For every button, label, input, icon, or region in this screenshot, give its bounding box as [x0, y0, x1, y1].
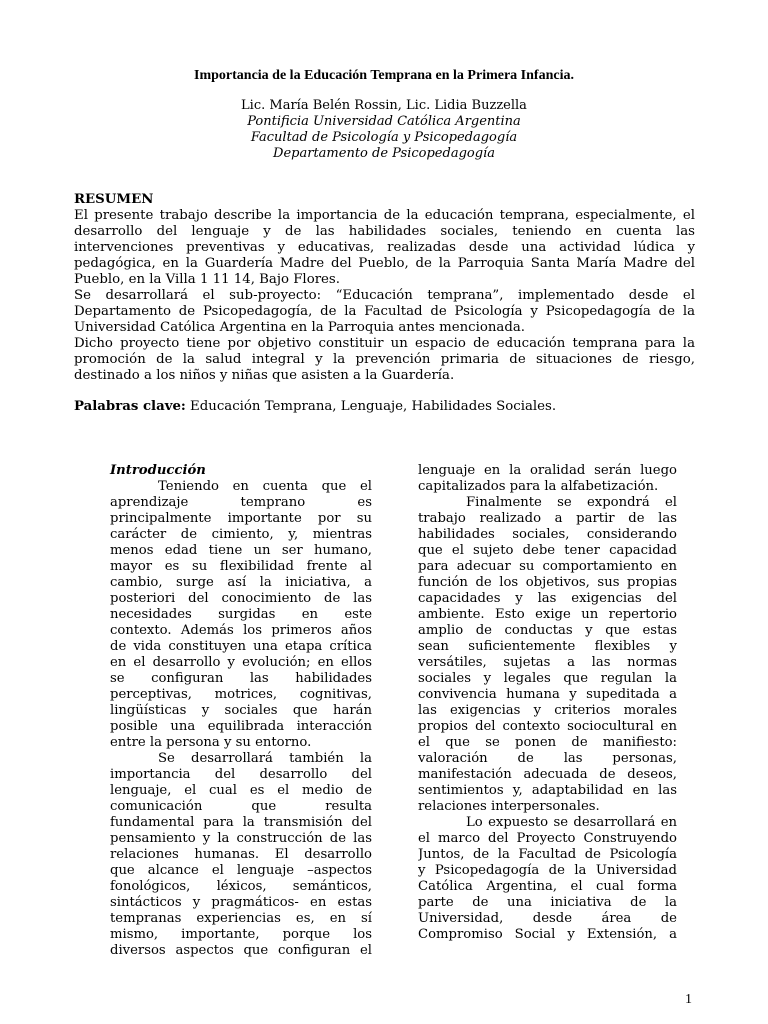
paragraph-line: y Psicopedagogía de la Universidad	[418, 863, 677, 878]
keywords-text: Educación Temprana, Lenguaje, Habilidades Sociales.	[185, 399, 557, 414]
paragraph-line: relaciones humanas. El desarrollo	[110, 847, 372, 862]
affiliation-university: Pontificia Universidad Católica Argentina	[247, 114, 521, 129]
authors: Lic. María Belén Rossin, Lic. Lidia Buzzella	[241, 98, 527, 113]
paragraph-line: capitalizados para la alfabetización.	[418, 479, 659, 494]
paragraph-line: Católica Argentina, el cual forma	[418, 879, 677, 894]
paragraph-line: lenguaje, el cual es el medio de	[110, 783, 372, 798]
paragraph-line: trabajo realizado a partir de las	[418, 511, 677, 526]
paragraph-line: tempranas experiencias es, en sí	[110, 911, 372, 926]
abstract-line: Departamento de Psicopedagogía, de la Facultad de Psicología y Psicopedagogía de la	[74, 304, 695, 319]
paragraph-line: convivencia humana y supeditada a	[418, 687, 677, 702]
paragraph-line: comunicación que resulta	[110, 799, 372, 814]
paper-title: Importancia de la Educación Temprana en la Primera Infancia.	[194, 68, 574, 83]
paragraph-line: posteriori del conocimiento de las	[110, 591, 372, 606]
paragraph-line: para adecuar su comportamiento en	[418, 559, 677, 574]
paragraph-line: Juntos, de la Facultad de Psicología	[418, 847, 677, 862]
paragraph-line: carácter de cimiento, y, mientras	[110, 527, 372, 542]
paragraph-line: que el sujeto debe tener capacidad	[418, 543, 677, 558]
abstract-line: intervenciones preventivas y educativas, realizadas desde una actividad lúdica y	[74, 240, 695, 255]
paragraph-line: posible una equilibrada interacción	[110, 719, 372, 734]
paragraph-line: lingüísticas y sociales que harán	[110, 703, 372, 718]
paragraph-line: aprendizaje temprano es	[110, 495, 372, 510]
left-column	[110, 463, 372, 959]
page-number: 1	[685, 992, 692, 1007]
affiliation-department: Departamento de Psicopedagogía	[273, 146, 495, 161]
abstract	[74, 192, 695, 384]
paragraph-line: pensamiento y la construcción de las	[110, 831, 372, 846]
paragraph-line: amplio de conductas y que estas	[418, 623, 677, 638]
paragraph-line: fonológicos, léxicos, semánticos,	[110, 879, 372, 894]
author-block	[0, 98, 768, 162]
abstract-line: El presente trabajo describe la importancia de la educación temprana, especialmente, el	[74, 208, 695, 223]
paragraph-line: Teniendo en cuenta que el	[158, 479, 372, 494]
paragraph-line: entre la persona y su entorno.	[110, 735, 312, 750]
paragraph-line: en el desarrollo y evolución; en ellos	[110, 655, 372, 670]
paragraph-line: valoración de las personas,	[418, 751, 677, 766]
right-column	[418, 463, 677, 943]
paragraph-line: el marco del Proyecto Construyendo	[418, 831, 677, 846]
paragraph-line: relaciones interpersonales.	[418, 799, 600, 814]
paragraph-line: capacidades y las exigencias del	[418, 591, 677, 606]
paragraph-line: sentimientos y, adaptabilidad en las	[418, 783, 677, 798]
paragraph-line: habilidades sociales, considerando	[418, 527, 677, 542]
paragraph-line: versátiles, sujetas a las normas	[418, 655, 677, 670]
paragraph-line: necesidades surgidas en este	[110, 607, 372, 622]
paragraph-line: menos edad tiene un ser humano,	[110, 543, 372, 558]
paragraph-line: Se desarrollará también la	[158, 751, 372, 766]
paragraph-line: las exigencias y criterios morales	[418, 703, 677, 718]
abstract-line: pedagógica, en la Guardería Madre del Pueblo, de la Parroquia Santa María Madre del	[74, 256, 695, 271]
abstract-line: Pueblo, en la Villa 1 11 14, Bajo Flores.	[74, 272, 340, 287]
paragraph-line: el que se ponen de manifiesto:	[418, 735, 677, 750]
paragraph-line: manifestación adecuada de deseos,	[418, 767, 677, 782]
paragraph-line: Lo expuesto se desarrollará en	[466, 815, 677, 830]
paragraph-line: cambio, surge así la iniciativa, a	[110, 575, 372, 590]
paragraph-line: Finalmente se expondrá el	[466, 495, 677, 510]
abstract-line: destinado a los niños y niñas que asisten a la Guardería.	[74, 368, 455, 383]
abstract-line: desarrollo del lenguaje y de las habilidades sociales, teniendo en cuenta las	[74, 224, 695, 239]
keywords-label: Palabras clave:	[74, 399, 186, 414]
paragraph-line: contexto. Además los primeros años	[110, 623, 372, 638]
paragraph-line: Universidad, desde área de	[418, 911, 677, 926]
abstract-line: Se desarrollará el sub-proyecto: “Educación temprana”, implementado desde el	[74, 288, 695, 303]
paragraph-line: diversos aspectos que configuran el	[110, 943, 372, 958]
paragraph-line: sintácticos y pragmáticos- en estas	[110, 895, 372, 910]
abstract-heading: RESUMEN	[74, 192, 154, 207]
paragraph-line: mayor es su flexibilidad frente al	[110, 559, 372, 574]
paragraph-line: de vida constituyen una etapa crítica	[110, 639, 372, 654]
paragraph-line: Compromiso Social y Extensión, a	[418, 927, 677, 942]
abstract-line: Universidad Católica Argentina en la Parroquia antes mencionada.	[74, 320, 525, 335]
keywords	[74, 399, 695, 415]
section-heading-introduccion: Introducción	[110, 463, 206, 478]
paragraph-line: importancia del desarrollo del	[110, 767, 372, 782]
paragraph-line: se configuran las habilidades	[110, 671, 372, 686]
abstract-line: Dicho proyecto tiene por objetivo constituir un espacio de educación temprana para la	[74, 336, 695, 351]
paragraph-line: perceptivas, motrices, cognitivas,	[110, 687, 372, 702]
paragraph-line: sean suficientemente flexibles y	[418, 639, 677, 654]
abstract-line: promoción de la salud integral y la prevención primaria de situaciones de riesgo,	[74, 352, 695, 367]
affiliation-faculty: Facultad de Psicología y Psicopedagogía	[250, 130, 518, 145]
paragraph-line: sociales y legales que regulan la	[418, 671, 677, 686]
paragraph-line: función de los objetivos, sus propias	[418, 575, 677, 590]
paragraph-line: que alcance el lenguaje –aspectos	[110, 863, 372, 878]
paragraph-line: parte de una iniciativa de la	[418, 895, 677, 910]
paragraph-line: principalmente importante por su	[110, 511, 372, 526]
paragraph-line: ambiente. Esto exige un repertorio	[418, 607, 677, 622]
paragraph-line: mismo, importante, porque los	[110, 927, 372, 942]
paragraph-line: propios del contexto sociocultural en	[418, 719, 677, 734]
paragraph-line: fundamental para la transmisión del	[110, 815, 372, 830]
paragraph-line: lenguaje en la oralidad serán luego	[418, 463, 677, 478]
